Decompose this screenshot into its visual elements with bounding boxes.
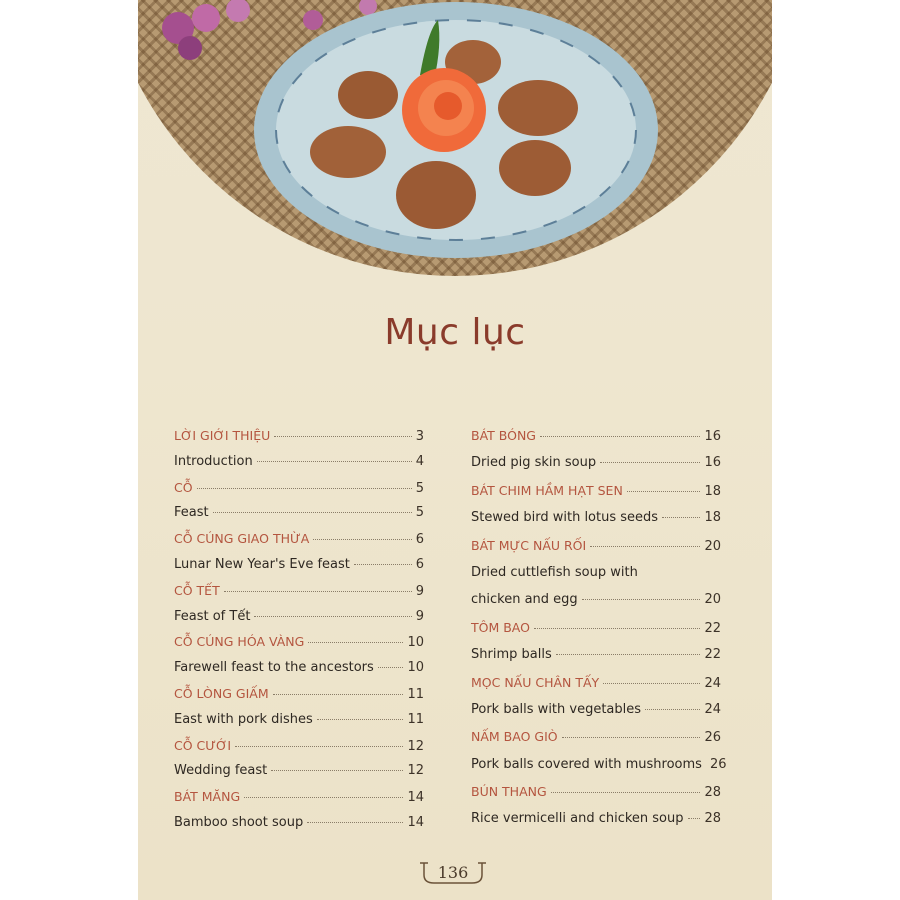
toc-leader-dots (254, 616, 411, 617)
toc-label: Dried pig skin soup (471, 455, 597, 471)
toc-entry (174, 660, 424, 686)
toc-section-heading (174, 634, 424, 660)
toc-leader-dots (313, 539, 411, 540)
toc-leader-dots (271, 770, 403, 771)
toc-page-number: 12 (407, 763, 424, 779)
toc-section-heading (174, 738, 424, 764)
toc-page-number: 6 (415, 532, 424, 548)
toc-label: Shrimp balls (471, 647, 552, 663)
toc-page-number: 24 (704, 675, 721, 691)
toc-leader-dots (582, 599, 701, 600)
toc-entry (174, 763, 424, 789)
toc-label: Dried cuttlefish soup with (471, 564, 638, 580)
toc-section-heading (471, 483, 721, 510)
toc-section-heading (471, 620, 721, 647)
toc-entry (471, 756, 727, 784)
toc-label: CỖ CƯỚI (174, 737, 232, 753)
toc-leader-dots (257, 461, 412, 462)
toc-page-number: 28 (704, 785, 721, 801)
toc-label: Rice vermicelli and chicken soup (471, 811, 684, 827)
toc-entry (471, 592, 721, 619)
toc-leader-dots (308, 642, 403, 643)
toc-section-heading (471, 428, 721, 455)
toc-label: BÚN THANG (471, 784, 547, 800)
toc-entry (471, 811, 721, 838)
toc-entry (174, 815, 424, 841)
toc-page-number: 12 (407, 738, 424, 754)
toc-label: Feast of Tết (174, 608, 251, 624)
toc-label: TÔM BAO (471, 619, 530, 635)
toc-section-heading (174, 686, 424, 712)
toc-label: Stewed bird with lotus seeds (471, 510, 659, 526)
food-photo (138, 0, 772, 280)
toc-page-number: 11 (407, 711, 424, 727)
toc-label: CỖ TẾT (174, 582, 220, 598)
toc-page-number: 4 (415, 453, 424, 469)
toc-leader-dots (307, 822, 403, 823)
toc-page-number: 18 (704, 483, 721, 499)
toc-page-number: 3 (415, 429, 424, 444)
toc-page-number: 14 (407, 814, 424, 830)
toc-leader-dots (562, 737, 701, 738)
plate-illustration (138, 0, 772, 280)
toc-label: NẤM BAO GIÒ (471, 729, 558, 745)
toc-label: Wedding feast (174, 763, 268, 779)
toc-page-number: 26 (704, 730, 721, 746)
toc-leader-dots (273, 694, 404, 695)
toc-section-heading (174, 789, 424, 815)
toc-page-number: 24 (704, 701, 721, 717)
toc-leader-dots (600, 462, 700, 463)
toc-page-number: 26 (709, 756, 727, 772)
toc-label: chicken and egg (471, 592, 578, 608)
toc-leader-dots (540, 436, 700, 437)
page-title: Mục lục (384, 312, 526, 353)
toc-label: CỖ (174, 479, 193, 495)
toc-page-number: 16 (704, 455, 721, 471)
toc-section-heading (174, 428, 424, 454)
toc-label: Pork balls with vegetables (471, 701, 642, 717)
toc-label: Bamboo shoot soup (174, 814, 304, 830)
toc-label: CỖ CÚNG HÓA VÀNG (174, 634, 305, 650)
toc-page-number: 20 (704, 538, 721, 554)
toc-right-column (471, 428, 727, 839)
page-number-ornament (418, 857, 488, 887)
toc-leader-dots (590, 546, 700, 547)
toc-leader-dots (197, 488, 412, 489)
toc-label: BÁT CHIM HẦM HẠT SEN (471, 482, 623, 498)
toc-entry (174, 609, 424, 635)
toc-section-heading (174, 583, 424, 609)
toc-leader-dots (274, 436, 411, 437)
toc-page-number: 10 (407, 660, 424, 676)
toc-label: LỜI GIỚI THIỆU (174, 428, 271, 443)
toc-label: Pork balls covered with mushrooms (471, 756, 702, 772)
toc-entry (471, 455, 721, 482)
toc-section-heading (174, 531, 424, 557)
toc-label: BÁT MĂNG (174, 789, 241, 805)
toc-section-heading (174, 480, 424, 506)
toc-leader-dots (662, 517, 700, 518)
toc-page-number: 28 (704, 811, 721, 827)
toc-entry (174, 712, 424, 738)
toc-label: BÁT MỰC NẤU RỐI (471, 537, 587, 553)
toc-leader-dots (317, 719, 404, 720)
toc-label: Lunar New Year's Eve feast (174, 556, 350, 572)
toc-page-number: 9 (415, 608, 424, 624)
toc-section-heading (471, 784, 721, 811)
toc-label: BÁT BÓNG (471, 428, 536, 443)
toc-entry (471, 702, 721, 729)
toc-page-number: 18 (704, 510, 721, 526)
toc-page-number: 22 (704, 620, 721, 636)
toc-label: MỌC NẤU CHÂN TẤY (471, 674, 600, 690)
toc-page-number: 6 (415, 556, 424, 572)
toc-leader-dots (551, 792, 701, 793)
toc-entry (174, 454, 424, 480)
toc-leader-dots (244, 797, 403, 798)
toc-label: Farewell feast to the ancestors (174, 660, 374, 676)
toc-label: Introduction (174, 453, 253, 469)
toc-leader-dots (213, 512, 412, 513)
toc-entry (471, 565, 721, 592)
toc-page-number: 22 (704, 647, 721, 663)
toc-entry (471, 510, 721, 537)
toc-page-number: 5 (415, 480, 424, 496)
toc-page-number: 14 (407, 790, 424, 806)
toc-page-number: 16 (704, 429, 721, 444)
toc-leader-dots (627, 491, 701, 492)
toc-page-number: 10 (407, 635, 424, 651)
toc-leader-dots (224, 591, 412, 592)
toc-label: East with pork dishes (174, 711, 313, 727)
toc-label: CỖ CÚNG GIAO THỪA (174, 531, 310, 547)
toc-entry (471, 647, 721, 674)
toc-label: Feast (174, 505, 209, 521)
page-number: 136 (437, 863, 469, 882)
toc-left-column (174, 428, 424, 841)
toc-leader-dots (378, 667, 404, 668)
toc-leader-dots (688, 818, 701, 819)
toc-section-heading (471, 538, 721, 565)
toc-page-number: 5 (415, 505, 424, 521)
toc-entry (174, 505, 424, 531)
toc-label: CỖ LÒNG GIẤM (174, 685, 269, 701)
toc-entry (174, 557, 424, 583)
toc-section-heading (471, 729, 721, 756)
toc-leader-dots (556, 654, 701, 655)
toc-page-number: 20 (704, 592, 721, 608)
toc-leader-dots (534, 628, 700, 629)
book-page (138, 0, 772, 900)
toc-leader-dots (354, 564, 412, 565)
toc-section-heading (471, 675, 721, 702)
toc-page-number: 9 (415, 583, 424, 599)
toc-leader-dots (235, 746, 403, 747)
toc-page-number: 11 (407, 686, 424, 702)
toc-leader-dots (603, 683, 700, 684)
toc-leader-dots (645, 709, 700, 710)
